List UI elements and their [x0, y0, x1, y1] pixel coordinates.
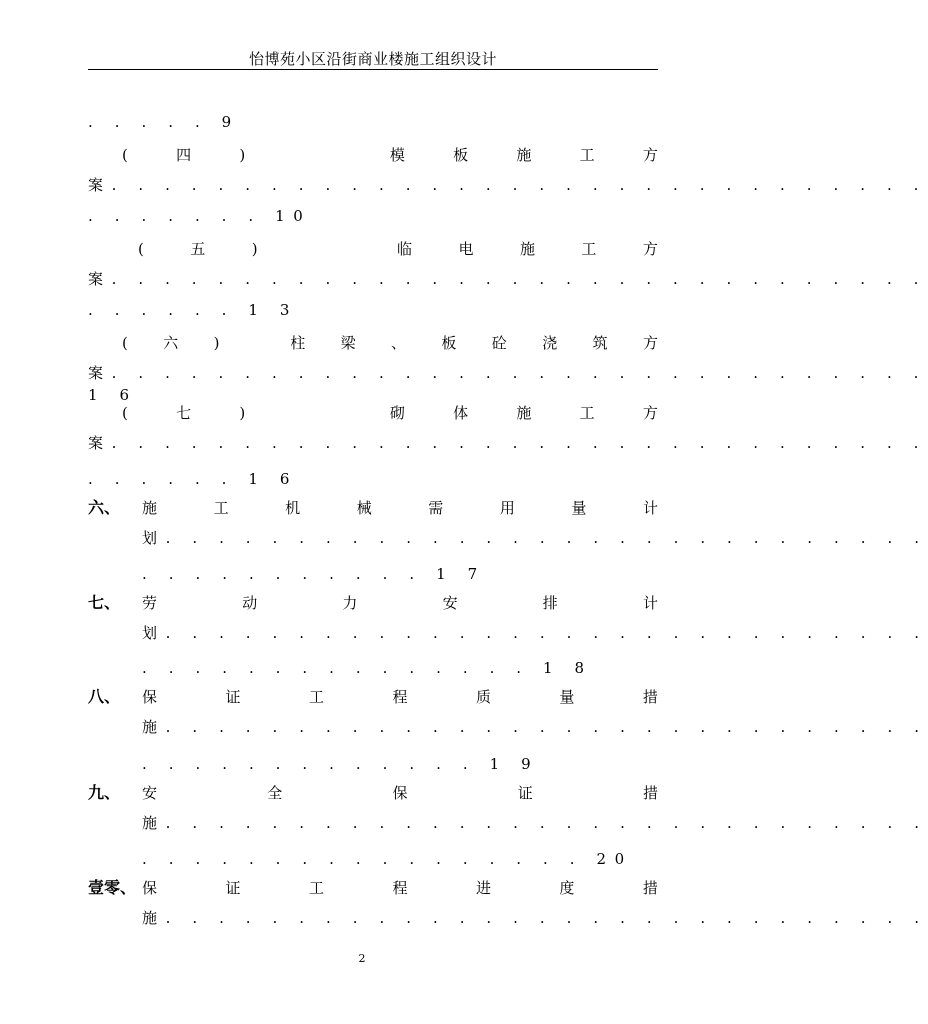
- toc-heading-char: 施: [516, 146, 532, 164]
- toc-heading-char: 工: [581, 240, 597, 258]
- section-heading: [142, 688, 658, 706]
- toc-heading-char: 柱: [290, 334, 306, 352]
- section-heading-char: 量: [559, 688, 575, 706]
- toc-heading-char: 临: [397, 240, 413, 258]
- section-heading-char: 保: [392, 784, 408, 802]
- section-heading-char: 力: [342, 594, 358, 612]
- section-heading-char: 质: [475, 688, 491, 706]
- toc-page-ref: . . . . . . . . . . . . . . . 1 8: [142, 659, 593, 677]
- toc-heading-char: 板: [453, 146, 469, 164]
- toc-entry-leader: 案. . . . . . . . . . . . . . . . . . . . . . . . . . . . . . .: [88, 434, 928, 452]
- toc-heading-char: 工: [579, 146, 595, 164]
- section-heading: [142, 499, 658, 517]
- section-heading-char: 劳: [142, 594, 158, 612]
- toc-page-ref: . . . . . . . 10: [88, 207, 312, 225]
- toc-heading-char: (: [122, 146, 128, 164]
- toc-page-ref: . . . . . 9: [88, 113, 240, 131]
- toc-heading-char: 方: [642, 146, 658, 164]
- toc-heading-char: 方: [642, 334, 658, 352]
- toc-entry-leader: 案. . . . . . . . . . . . . . . . . . . . . . . . . . . . . . .: [88, 270, 928, 288]
- toc-heading-char: (: [138, 240, 144, 258]
- section-leader: 施. . . . . . . . . . . . . . . . . . . . . . . . . . . . .: [142, 909, 928, 927]
- toc-page-ref: . . . . . . 1 6: [88, 470, 299, 488]
- section-heading-char: 排: [542, 594, 558, 612]
- toc-entry-heading: [122, 404, 658, 422]
- toc-heading-char: 施: [516, 404, 532, 422]
- section-number: 九、: [88, 783, 121, 802]
- section-heading-char: 安: [142, 784, 158, 802]
- toc-entry-heading: [138, 240, 658, 258]
- section-heading-char: 证: [225, 688, 241, 706]
- toc-entry-heading: [122, 146, 658, 164]
- toc-heading-char: 六: [163, 334, 179, 352]
- section-heading-char: 工: [213, 499, 229, 517]
- section-heading-char: 保: [142, 688, 158, 706]
- toc-heading-char: 筑: [592, 334, 608, 352]
- section-heading-char: 保: [142, 879, 158, 897]
- section-heading: [142, 594, 658, 612]
- toc-heading-char: 模: [389, 146, 405, 164]
- section-heading-char: 量: [571, 499, 587, 517]
- toc-heading-char: 浇: [542, 334, 558, 352]
- section-heading-char: 计: [642, 594, 658, 612]
- toc-heading-char: 方: [642, 240, 658, 258]
- header-divider: [88, 69, 658, 70]
- section-heading-char: 施: [142, 499, 158, 517]
- header-title: 怡博苑小区沿街商业楼施工组织设计: [248, 50, 497, 68]
- toc-page-ref: . . . . . . . . . . . . . . . . . 20: [142, 850, 633, 868]
- section-heading: [142, 879, 658, 897]
- toc-page-ref: . . . . . . . . . . . . . 1 9: [142, 755, 540, 773]
- section-heading-char: 机: [285, 499, 301, 517]
- toc-page-ref: . . . . . . . . . . . 1 7: [142, 565, 486, 583]
- section-heading-char: 用: [499, 499, 515, 517]
- toc-heading-char: ): [213, 334, 220, 352]
- section-heading-char: 安: [442, 594, 458, 612]
- toc-heading-char: 方: [642, 404, 658, 422]
- toc-heading-char: 工: [579, 404, 595, 422]
- toc-heading-char: ): [239, 146, 246, 164]
- section-leader: 施. . . . . . . . . . . . . . . . . . . . . . . . . . . . .: [142, 718, 928, 736]
- toc-heading-char: ): [239, 404, 246, 422]
- section-heading-char: 措: [642, 688, 658, 706]
- toc-heading-char: ): [251, 240, 258, 258]
- toc-heading-char: (: [122, 334, 128, 352]
- section-heading-char: 动: [242, 594, 258, 612]
- toc-heading-char: 电: [458, 240, 474, 258]
- toc-heading-char: 五: [190, 240, 206, 258]
- section-leader: 施. . . . . . . . . . . . . . . . . . . . . . . . . . . . .: [142, 814, 928, 832]
- section-heading-char: 度: [559, 879, 575, 897]
- page-number: 2: [358, 952, 366, 965]
- toc-page-ref: 1 6: [88, 386, 138, 404]
- section-heading: [142, 784, 658, 802]
- section-heading-char: 证: [517, 784, 533, 802]
- toc-entry-leader: 案. . . . . . . . . . . . . . . . . . . . . . . . . . . . . . .: [88, 364, 928, 382]
- section-heading-char: 程: [392, 879, 408, 897]
- toc-heading-char: 七: [176, 404, 192, 422]
- toc-heading-char: 体: [453, 404, 469, 422]
- section-heading-char: 工: [308, 879, 324, 897]
- toc-heading-char: 梁: [340, 334, 356, 352]
- toc-heading-char: 四: [176, 146, 192, 164]
- toc-heading-char: 、: [391, 334, 407, 352]
- toc-entry-heading: [122, 334, 658, 352]
- toc-entry-leader: 案. . . . . . . . . . . . . . . . . . . . . . . . . . . . . . .: [88, 176, 928, 194]
- section-heading-char: 措: [642, 879, 658, 897]
- section-heading-char: 证: [225, 879, 241, 897]
- toc-heading-char: 砼: [491, 334, 507, 352]
- section-number: 壹零、: [88, 878, 137, 897]
- toc-page-ref: . . . . . . 1 3: [88, 301, 299, 319]
- section-heading-char: 进: [475, 879, 491, 897]
- toc-heading-char: (: [122, 404, 128, 422]
- section-leader: 划. . . . . . . . . . . . . . . . . . . . . . . . . . . . .: [142, 624, 928, 642]
- section-heading-char: 工: [308, 688, 324, 706]
- section-heading-char: 计: [642, 499, 658, 517]
- section-number: 八、: [88, 687, 121, 706]
- section-leader: 划. . . . . . . . . . . . . . . . . . . . . . . . . . . . .: [142, 529, 928, 547]
- toc-heading-char: 砌: [389, 404, 405, 422]
- section-number: 六、: [88, 498, 121, 517]
- section-heading-char: 需: [428, 499, 444, 517]
- section-heading-char: 措: [642, 784, 658, 802]
- toc-heading-char: 施: [519, 240, 535, 258]
- section-number: 七、: [88, 593, 121, 612]
- section-heading-char: 全: [267, 784, 283, 802]
- section-heading-char: 械: [356, 499, 372, 517]
- toc-heading-char: 板: [441, 334, 457, 352]
- section-heading-char: 程: [392, 688, 408, 706]
